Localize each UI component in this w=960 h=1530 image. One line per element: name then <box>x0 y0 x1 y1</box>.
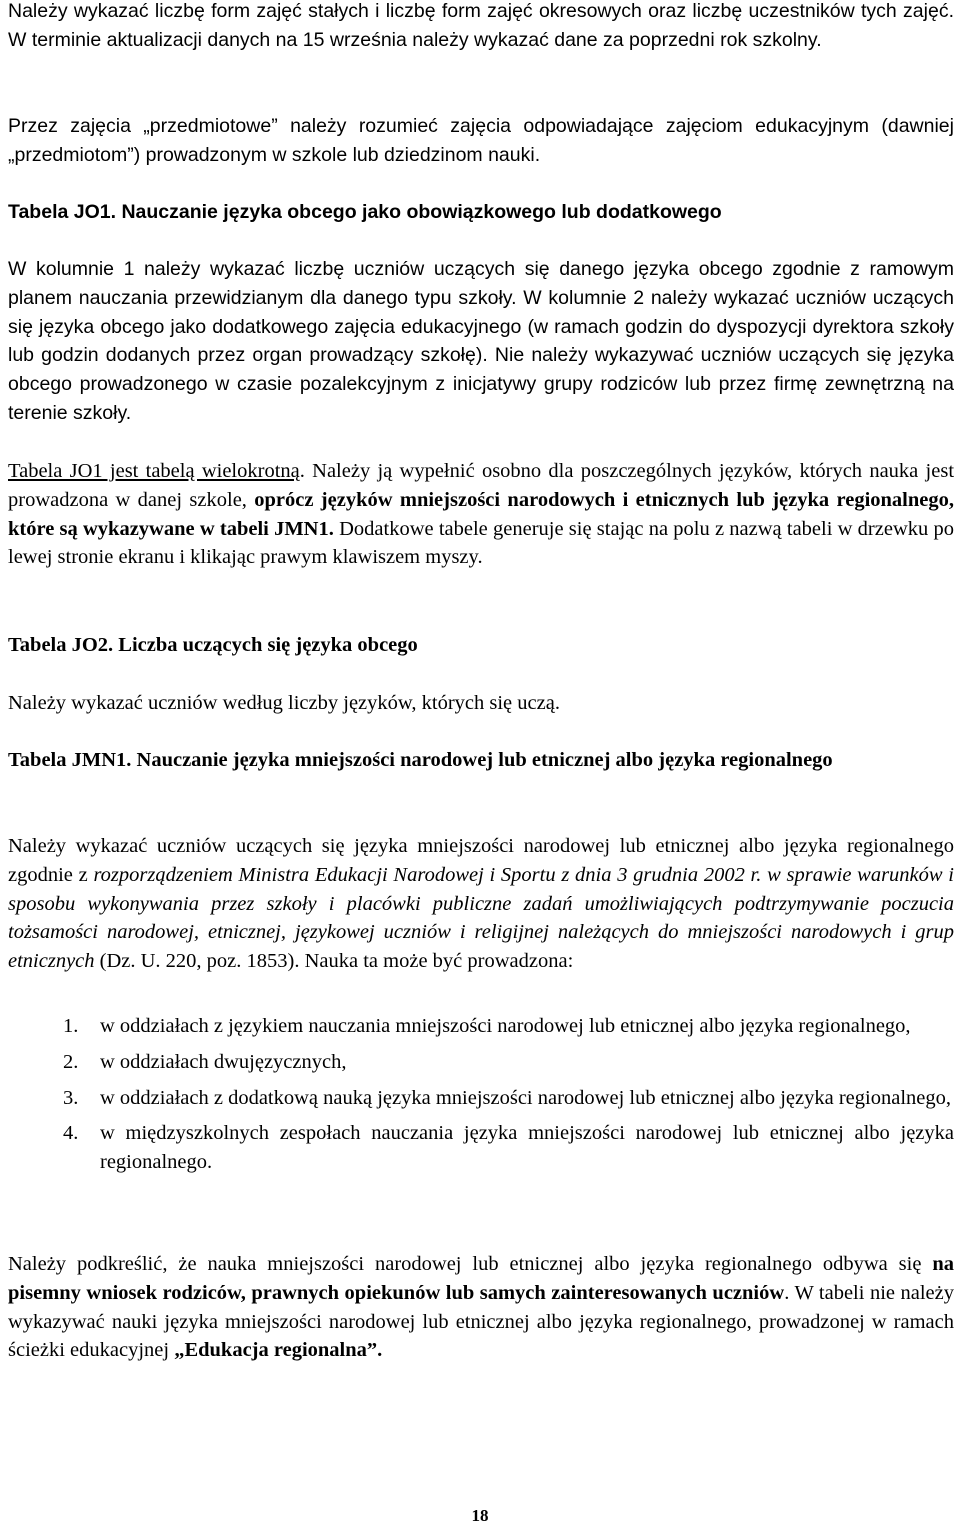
jmn1-forms-list <box>8 1012 954 1177</box>
jo1-paragraph-multiple <box>8 457 954 572</box>
list-item: 2. w oddziałach dwujęzycznych, <box>63 1050 347 1073</box>
jo1-fill-instruction: . Należy ją wypełnić osobno dla poszczególnych języków, których nauka jest prowadzona w danej szkole, <box>8 460 955 511</box>
jmn1-reference: (Dz. U. 220, poz. 1853). Nauka ta może być prowadzona: <box>94 950 574 973</box>
jo2-heading: Tabela JO2. Liczba uczących się języka obcego <box>8 634 418 656</box>
jo1-exception-note: oprócz języków mniejszości narodowych i etnicznych lub języka regionalnego, które są wykazywane w tabeli JMN1. <box>8 488 954 540</box>
list-item: 4. w międzyszkolnych zespołach nauczania języka mniejszości narodowej lub etnicznej albo języka regionalnego. <box>63 1122 954 1174</box>
jmn1-intro-text: Należy wykazać uczniów uczących się języka mniejszości narodowej lub etnicznej albo języka regionalnego zgodnie z <box>8 835 954 886</box>
jmn1-final-text-a: Należy podkreślić, że nauka mniejszości narodowej lub etnicznej albo języka regionalnego odbywa się <box>8 1253 933 1275</box>
list-item: 3. w oddziałach z dodatkową nauką języka mniejszości narodowej lub etnicznej albo języka regionalnego, <box>63 1086 951 1109</box>
page-number: 18 <box>471 1506 489 1525</box>
jmn1-regulation-title: rozporządzeniem Ministra Edukacji Narodowej i Sportu z dnia 3 grudnia 2002 r. w sprawie warunków i sposobu wykonywania przez szkoły i placówki publiczne zadań umożliwiających podtrzymywanie poczucia tożsamości narodowej, etnicznej, językowej uczniów i religijnej należących do mniejszości narodowych i grup etnicznych <box>8 863 954 973</box>
jo1-paragraph-columns: W kolumnie 1 należy wykazać liczbę uczniów uczących się danego języka obcego zgodnie z ramowym planem nauczania przewidzianym dla danego typu szkoły. W kolumnie 2 należy wykazać uczniów uczących się języka obcego jako dodatkowego zajęcia edukacyjnego (w ramach godzin do dyspozycji dyrektora szkoły lub godzin dodanych przez organ prowadzący szkołę). Nie należy wykazywać uczniów uczących się języka obcego prowadzonego w czasie pozalekcyjnym z inicjatywy grupy rodziców lub przez firmę zewnętrzną na terenie szkoły. <box>8 258 954 424</box>
intro-paragraph-forms: Należy wykazać liczbę form zajęć stałych i liczbę form zajęć okresowych oraz liczbę uczestników tych zajęć. W terminie aktualizacji danych na 15 września należy wykazać dane za poprzedni rok szkolny. <box>8 0 954 51</box>
jo1-multiple-table-note: Tabela JO1 jest tabelą wielokrotną <box>8 460 300 482</box>
jmn1-request-note: na pisemny wniosek rodziców, prawnych opiekunów lub samych zainteresowanych uczniów <box>8 1253 954 1304</box>
jo2-paragraph: Należy wykazać uczniów według liczby języków, których się uczą. <box>8 692 560 714</box>
jmn1-final-text-b: . W tabeli nie należy wykazywać nauki języka mniejszości narodowej lub etnicznej albo języka regionalnego, prowadzonej w ramach ścieżki edukacyjnej <box>8 1281 954 1362</box>
jo1-heading: Tabela JO1. Nauczanie języka obcego jako obowiązkowego lub dodatkowego <box>8 201 722 223</box>
list-item: 1. w oddziałach z językiem nauczania mniejszości narodowej lub etnicznej albo języka regionalnego, <box>63 1015 911 1037</box>
jmn1-paragraph-regulation <box>8 832 954 976</box>
jmn1-final-paragraph <box>8 1250 954 1365</box>
intro-paragraph-subjects: Przez zajęcia „przedmiotowe” należy rozumieć zajęcia odpowiadające zajęciom edukacyjnym (dawniej „przedmiotom”) prowadzonym w szkole lub dziedzinom nauki. <box>8 115 954 166</box>
jmn1-heading: Tabela JMN1. Nauczanie języka mniejszości narodowej lub etnicznej albo języka regionalnego <box>8 749 833 771</box>
jmn1-regional-education: „Edukacja regionalna”. <box>174 1339 383 1362</box>
jo1-generate-instruction: Dodatkowe tabele generuje się stając na polu z nazwą tabeli w drzewku po lewej stronie ekranu i klikając prawym klawiszem myszy. <box>8 517 954 569</box>
